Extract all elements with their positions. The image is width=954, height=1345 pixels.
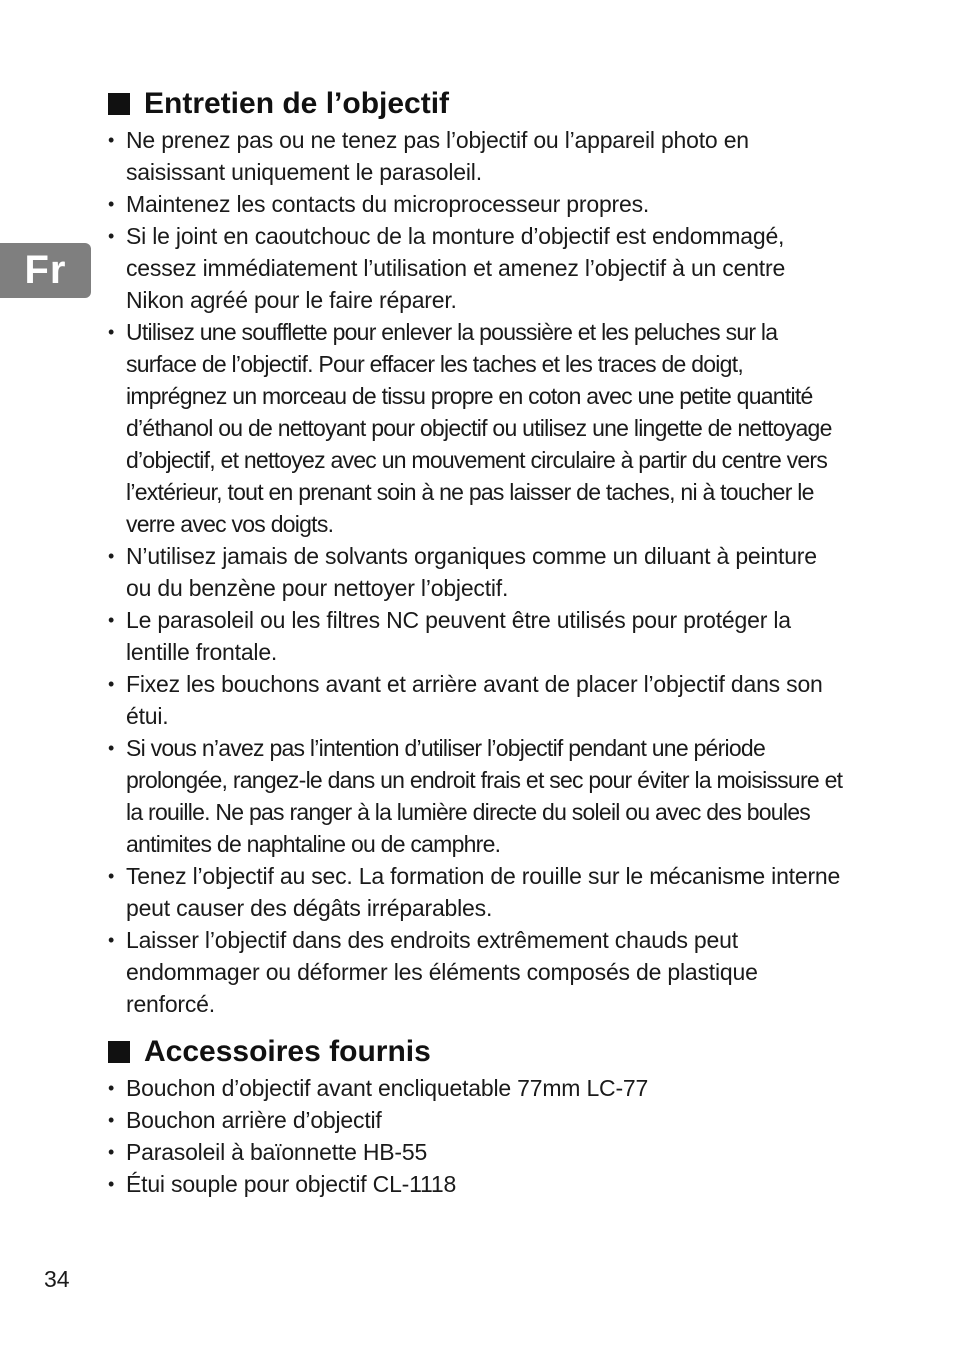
list-item: • Ne prenez pas ou ne tenez pas l’objectif ou l’appareil photo en saisissant uniquement le parasoleil. — [108, 124, 848, 188]
language-tab: Fr — [0, 243, 91, 298]
section-heading-lens-care — [108, 84, 848, 124]
bullet-dot-icon: • — [108, 322, 114, 342]
list-item: • Le parasoleil ou les filtres NC peuvent être utilisés pour protéger la lentille frontale. — [108, 604, 848, 668]
bullet-dot-icon: • — [108, 1142, 115, 1162]
page-content — [108, 84, 848, 1200]
list-item: • Si vous n’avez pas l’intention d’utiliser l’objectif pendant une période prolongée, rangez-le dans un endroit frais et sec pour éviter la moisissure et la rouille. Ne pas ranger à la lumière directe du soleil ou avec des boules antimites de naphtaline ou de camphre. — [108, 732, 848, 860]
bullet-dot-icon: • — [108, 546, 115, 566]
list-item: • Tenez l’objectif au sec. La formation de rouille sur le mécanisme interne peut causer des dégâts irréparables. — [108, 860, 848, 924]
bullet-dot-icon: • — [108, 194, 115, 214]
lens-care-list — [108, 124, 848, 1020]
list-item: • Fixez les bouchons avant et arrière avant de placer l’objectif dans son étui. — [108, 668, 848, 732]
heading-text: Accessoires fournis — [144, 1035, 431, 1068]
list-item: • Utilisez une soufflette pour enlever la poussière et les peluches sur la surface de l’objectif. Pour effacer les taches et les traces de doigt, imprégnez un morceau de tissu propre en coton avec une petite quantité d’éthanol ou de nettoyant pour objectif ou utilisez une lingette de nettoyage d’objectif, et nettoyez avec un mouvement circulaire à partir du centre vers l’extérieur, tout en prenant soin à ne pas laisser de taches, ni à toucher le verre avec vos doigts. — [108, 316, 848, 540]
bullet-dot-icon: • — [108, 226, 115, 246]
bullet-dot-icon: • — [108, 130, 115, 150]
accessories-list — [108, 1072, 848, 1200]
bullet-dot-icon: • — [108, 1078, 115, 1098]
bullet-dot-icon: • — [108, 674, 115, 694]
list-item: • Bouchon d’objectif avant encliquetable 77mm LC-77 — [108, 1072, 848, 1104]
list-item: • Étui souple pour objectif CL-1118 — [108, 1168, 848, 1200]
list-item: • Laisser l’objectif dans des endroits extrêmement chauds peut endommager ou déformer les éléments composés de plastique renforcé. — [108, 924, 848, 1020]
list-item: • N’utilisez jamais de solvants organiques comme un diluant à peinture ou du benzène pour nettoyer l’objectif. — [108, 540, 848, 604]
list-item: • Bouchon arrière d’objectif — [108, 1104, 848, 1136]
bullet-dot-icon: • — [108, 1174, 115, 1194]
bullet-dot-icon: • — [108, 610, 115, 630]
page-number: 34 — [44, 1266, 70, 1292]
bullet-dot-icon: • — [108, 1110, 115, 1130]
bullet-dot-icon: • — [108, 738, 114, 758]
square-bullet-icon — [108, 1041, 130, 1063]
list-item: • Maintenez les contacts du microprocesseur propres. — [108, 188, 848, 220]
list-item: • Si le joint en caoutchouc de la monture d’objectif est endommagé, cessez immédiatement l’utilisation et amenez l’objectif à un centre Nikon agréé pour le faire réparer. — [108, 220, 848, 316]
square-bullet-icon — [108, 93, 130, 115]
heading-text: Entretien de l’objectif — [144, 87, 450, 120]
bullet-dot-icon: • — [108, 930, 115, 950]
bullet-dot-icon: • — [108, 866, 115, 886]
list-item: • Parasoleil à baïonnette HB-55 — [108, 1136, 848, 1168]
section-heading-accessories — [108, 1032, 848, 1072]
